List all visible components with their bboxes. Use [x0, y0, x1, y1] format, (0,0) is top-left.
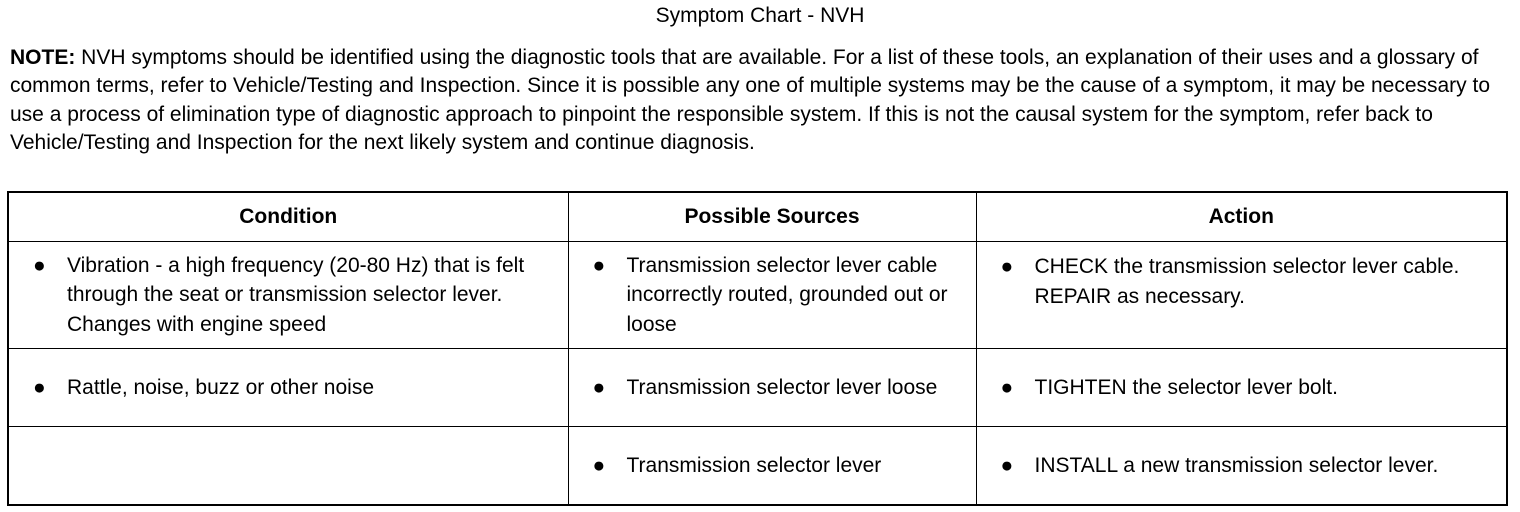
note-paragraph — [10, 44, 1510, 158]
source-text: Transmission selector lever loose — [626, 375, 938, 399]
condition-cell — [8, 349, 568, 427]
bullet-icon: ● — [592, 453, 606, 477]
source-cell — [568, 427, 976, 505]
source-cell — [568, 242, 976, 349]
header-row — [8, 192, 1507, 242]
condition-text: Rattle, noise, buzz or other noise — [67, 375, 375, 399]
table-row — [8, 242, 1507, 349]
bullet-icon: ● — [33, 375, 46, 399]
bullet-icon: ● — [33, 253, 46, 277]
table-row — [8, 427, 1507, 505]
condition-text: Vibration - a high frequency (20-80 Hz) that is felt through the seat or transmission selector lever. Changes with engine speed — [67, 253, 525, 336]
action-text: INSTALL a new transmission selector lever. — [1034, 453, 1439, 477]
header-action: Action — [976, 192, 1507, 242]
action-cell — [976, 427, 1507, 505]
bullet-icon: ● — [592, 375, 606, 399]
bullet-icon: ● — [1000, 453, 1014, 477]
header-condition: Condition — [8, 192, 568, 242]
action-cell — [976, 349, 1507, 427]
bullet-icon: ● — [1000, 375, 1014, 399]
note-label: NOTE: — [10, 46, 76, 69]
header-possible-sources: Possible Sources — [568, 192, 976, 242]
source-text: Transmission selector lever cable incorrectly routed, grounded out or loose — [626, 253, 948, 336]
page-title: Symptom Chart - NVH — [655, 4, 865, 27]
condition-cell — [8, 242, 568, 349]
action-cell — [976, 242, 1507, 349]
source-cell — [568, 349, 976, 427]
bullet-icon: ● — [1000, 255, 1014, 278]
source-text: Transmission selector lever — [626, 453, 882, 477]
action-text: TIGHTEN the selector lever bolt. — [1034, 375, 1338, 399]
condition-cell-empty — [8, 427, 568, 505]
bullet-icon: ● — [592, 253, 606, 277]
action-text: CHECK the transmission selector lever cable. REPAIR as necessary. — [1034, 255, 1460, 308]
symptom-chart-table — [7, 191, 1508, 506]
note-text: NVH symptoms should be identified using the diagnostic tools that are available. For a list of these tools, an explanation of their uses and a glossary of common terms, refer to Vehicle/Testing and Inspection. Since it is possible any one of multiple systems may be the cause of a symptom, it may be necessary to use a process of elimination type of diagnostic approach to pinpoint the responsible system. If this is not the causal system for the symptom, refer back to Vehicle/Testing and Inspection for the next likely system and continue diagnosis. — [10, 46, 1491, 155]
table-row — [8, 349, 1507, 427]
